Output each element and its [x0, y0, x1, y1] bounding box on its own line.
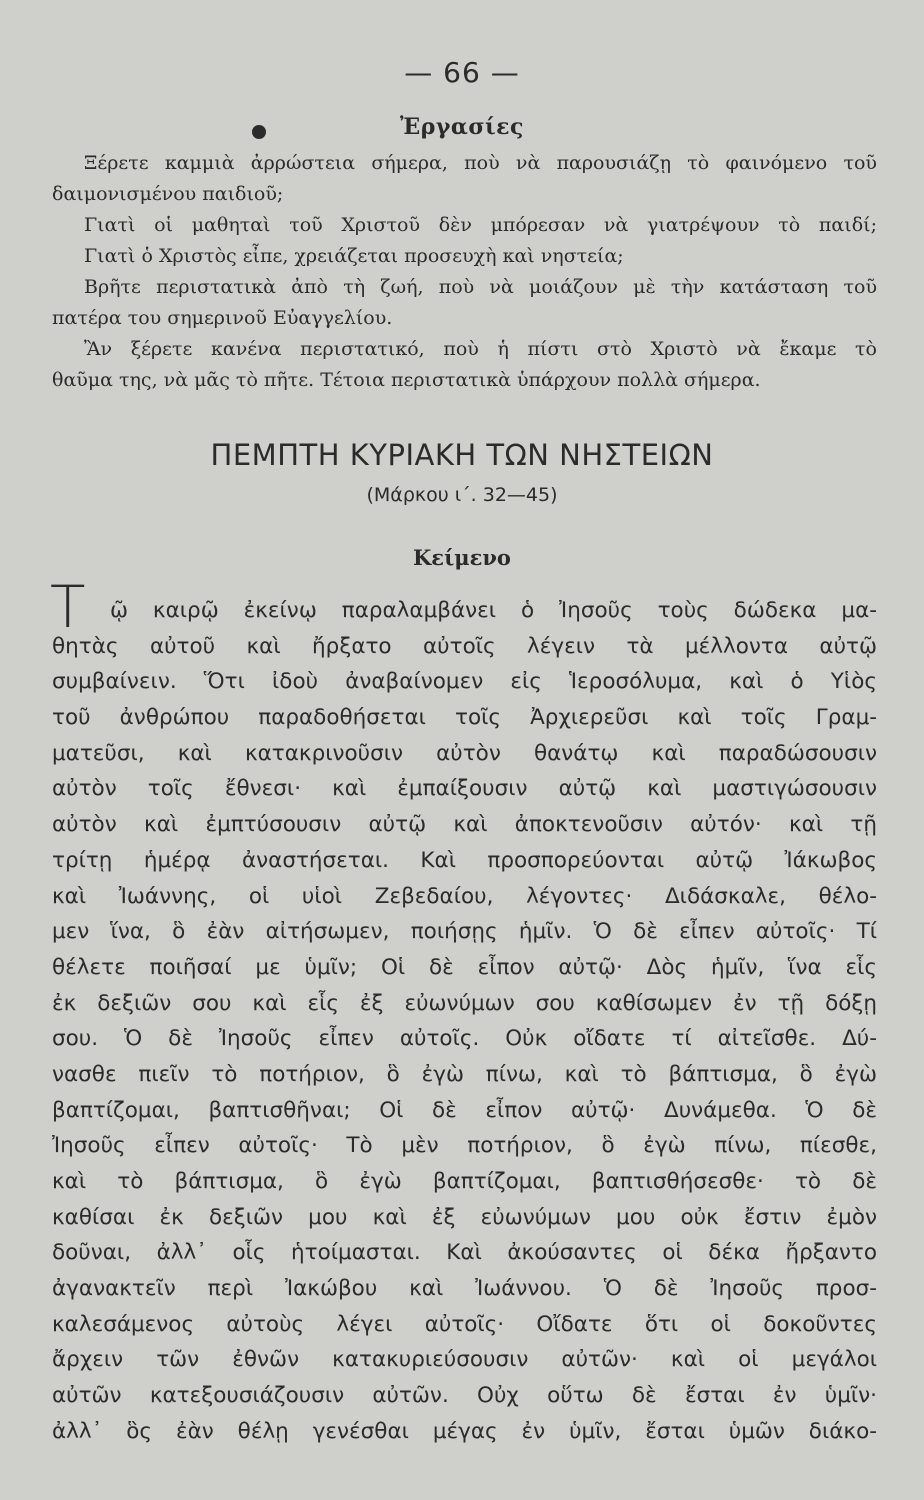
text-line: θέλετε ποιῆσαί με ὑμῖν; Οἱ δὲ εἶπον αὐτῷ· Δὸς ἡμῖν, ἵνα εἷς [52, 954, 877, 980]
text-line: τρίτῃ ἡμέρᾳ ἀναστήσεται. Καὶ προσπορεύονται αὐτῷ Ἰάκωβος [52, 847, 877, 873]
text-line: συμβαίνειν. Ὅτι ἰδοὺ ἀναβαίνομεν εἰς Ἱεροσόλυμα, καὶ ὁ Υἱὸς [52, 669, 877, 695]
text-line: τοῦ ἀνθρώπου παραδοθήσεται τοῖς Ἀρχιερεῦσι καὶ τοῖς Γραμ- [52, 705, 877, 731]
exercise-line: πατέρα του σημερινοῦ Εὐαγγελίου. [52, 307, 393, 329]
text-line: ῷ καιρῷ ἐκείνῳ παραλαμβάνει ὁ Ἰησοῦς τοὺς δώδεκα μα- [110, 598, 877, 623]
drop-cap: Τ [50, 573, 86, 641]
text-line: καθίσαι ἐκ δεξιῶν μου καὶ ἐξ εὐωνύμων μου οὐκ ἔστιν ἐμὸν [52, 1204, 877, 1230]
exercise-line: Βρῆτε περιστατικὰ ἀπὸ τὴ ζωή, ποὺ νὰ μοιάζουν μὲ τὴν κατάσταση τοῦ [84, 276, 877, 298]
text-line: αὐτῶν κατεξουσιάζουσιν αὐτῶν. Οὐχ οὕτω δὲ ἔσται ἐν ὑμῖν· [52, 1383, 877, 1409]
exercise-line: δαιμονισμένου παιδιοῦ; [52, 183, 284, 205]
text-label: Κείμενο [413, 545, 511, 570]
text-line: βαπτίζομαι, βαπτισθῆναι; Οἱ δὲ εἶπον αὐτῷ· Δυνάμεθα. Ὁ δὲ [52, 1097, 877, 1123]
text-line: καλεσάμενος αὐτοὺς λέγει αὐτοῖς· Οἴδατε ὅτι οἱ δοκοῦντες [52, 1311, 877, 1337]
text-line: ἐκ δεξιῶν σου καὶ εἷς ἐξ εὐωνύμων σου καθίσωμεν ἐν τῇ δόξῃ [52, 990, 877, 1016]
text-line: Ἰησοῦς εἶπεν αὐτοῖς· Τὸ μὲν ποτήριον, ὃ ἐγὼ πίνω, πίεσθε, [52, 1133, 877, 1159]
text-line: ἄρχειν τῶν ἐθνῶν κατακυριεύσουσιν αὐτῶν· καὶ οἱ μεγάλοι [52, 1347, 877, 1373]
text-line: καὶ τὸ βάπτισμα, ὃ ἐγὼ βαπτίζομαι, βαπτισθήσεσθε· τὸ δὲ [52, 1169, 877, 1194]
exercise-line: Ξέρετε καμμιὰ ἀρρώστεια σήμερα, ποὺ νὰ παρουσιάζῃ τὸ φαινόμενο τοῦ [84, 152, 877, 174]
text-line: ἀλλ᾽ ὃς ἐὰν θέλῃ γενέσθαι μέγας ἐν ὑμῖν, ἔσται ὑμῶν διάκο- [52, 1418, 877, 1444]
text-line: νασθε πιεῖν τὸ ποτήριον, ὃ ἐγὼ πίνω, καὶ τὸ βάπτισμα, ὃ ἐγὼ [52, 1061, 877, 1087]
section-title: Ἐργασίες [400, 114, 524, 140]
exercise-line: Γιατὶ ὁ Χριστὸς εἶπε, χρειάζεται προσευχὴ καὶ νηστεία; [84, 245, 624, 267]
scripture-reference: (Μάρκου ι΄. 32—45) [366, 484, 558, 506]
text-line: δοῦναι, ἀλλ᾽ οἷς ἡτοίμασται. Καὶ ἀκούσαντες οἱ δέκα ἤρξαντο [52, 1240, 877, 1266]
text-line: αὐτὸν καὶ ἐμπτύσουσιν αὐτῷ καὶ ἀποκτενοῦσιν αὐτόν· καὶ τῇ [52, 812, 877, 838]
exercise-line: Ἂν ξέρετε κανένα περιστατικό, ποὺ ἡ πίστι στὸ Χριστὸ νὰ ἔκαμε τὸ [84, 338, 877, 360]
text-line: θητὰς αὐτοῦ καὶ ἤρξατο αὐτοῖς λέγειν τὰ μέλλοντα αὐτῷ [52, 633, 877, 659]
text-line: μεν ἵνα, ὃ ἐὰν αἰτήσωμεν, ποιήσῃς ἡμῖν. Ὁ δὲ εἶπεν αὐτοῖς· Τί [52, 919, 877, 945]
text-line: ἀγανακτεῖν περὶ Ἰακώβου καὶ Ἰωάννου. Ὁ δὲ Ἰησοῦς προσ- [52, 1276, 877, 1302]
text-line: καὶ Ἰωάννης, οἱ υἱοὶ Ζεβεδαίου, λέγοντες· Διδάσκαλε, θέλο- [52, 883, 877, 909]
exercise-line: Γιατὶ οἱ μαθηταὶ τοῦ Χριστοῦ δὲν μπόρεσαν νὰ γιατρέψουν τὸ παιδί; [84, 214, 877, 236]
text-line: σου. Ὁ δὲ Ἰησοῦς εἶπεν αὐτοῖς. Οὐκ οἴδατε τί αἰτεῖσθε. Δύ- [52, 1026, 877, 1052]
page-number: — 66 — [404, 56, 520, 89]
exercises-block [52, 148, 877, 396]
exercise-line: θαῦμα της, νὰ μᾶς τὸ πῆτε. Τέτοια περιστατικὰ ὑπάρχουν πολλὰ σήμερα. [52, 369, 761, 391]
text-line: ματεῦσι, καὶ κατακρινοῦσιν αὐτὸν θανάτῳ καὶ παραδώσουσιν [52, 740, 877, 766]
text-line: αὐτὸν τοῖς ἔθνεσι· καὶ ἐμπαίξουσιν αὐτῷ καὶ μαστιγώσουσιν [52, 776, 877, 802]
gospel-text [52, 593, 877, 1450]
chapter-heading: ΠΕΜΠΤΗ ΚΥΡΙΑΚΗ ΤΩΝ ΝΗΣΤΕΙΩΝ [210, 438, 714, 472]
